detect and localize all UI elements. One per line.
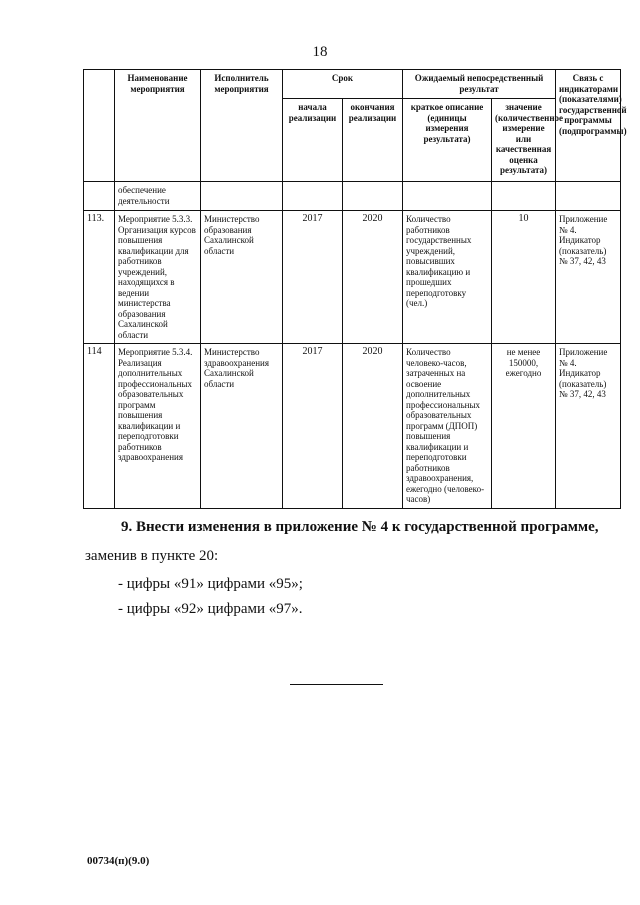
amendment-paragraph: 9. Внести изменения в приложение № 4 к государственной программе, [121,519,599,535]
result-description: Количество человеко-часов, затраченных на освоение дополнительных профессиональных образовательных программ (ДПОП) повышения квалификации и переподготовки работников здравоохранения, ежегодно (человеко-часов) [403,344,492,509]
header-term-start: начала реализации [283,99,343,182]
term-start: 2017 [283,211,343,344]
indicator-link: Приложение № 4. Индикатор (показатель) № 37, 42, 43 [556,344,621,509]
header-term-end: окончания реализации [343,99,403,182]
term-end: 2020 [343,211,403,344]
continuation-text: обеспечение деятельности [115,182,201,211]
measure-executor: Министерство образования Сахалинской области [201,211,283,344]
continuation-row [84,182,621,211]
header-result-value: значение (количественное измерение или качественная оценка результата) [492,99,556,182]
term-end: 2020 [343,344,403,509]
header-name: Наименование мероприятия [115,70,201,182]
header-result: Ожидаемый непосредственный результат [403,70,556,99]
header-row-1 [84,70,621,99]
row-number: 113. [84,211,115,344]
amendment-item: - цифры «91» цифрами «95»; [118,576,303,592]
term-start: 2017 [283,344,343,509]
measure-name: Мероприятие 5.3.3. Организация курсов повышения квалификации для работников учреждений, находящихся в ведении министерства образования Сахалинской области [115,211,201,344]
document-code: 00734(п)(9.0) [87,855,150,867]
header-num [84,70,115,182]
amendment-item: - цифры «92» цифрами «97». [118,601,303,617]
header-result-desc: краткое описание (единицы измерения результата) [403,99,492,182]
table-row [84,211,621,344]
header-executor: Исполнитель мероприятия [201,70,283,182]
result-value: 10 [492,211,556,344]
measures-table [83,69,627,509]
measure-name: Мероприятие 5.3.4. Реализация дополнительных профессиональных образовательных программ повышения квалификации и переподготовки работников здравоохранения [115,344,201,509]
measure-executor: Министерство здравоохранения Сахалинской области [201,344,283,509]
row-number: 114 [84,344,115,509]
separator-line [290,684,383,685]
result-description: Количество работников государственных учреждений, повысивших квалификацию и прошедших переподготовку (чел.) [403,211,492,344]
header-term: Срок [283,70,403,99]
indicator-link: Приложение № 4. Индикатор (показатель) № 37, 42, 43 [556,211,621,344]
amendment-clause: заменив в пункте 20: [85,548,219,564]
result-value: не менее 150000, ежегодно [492,344,556,509]
table-row [84,344,621,509]
header-link: Связь с индикаторами (показателями) государственной программы (подпрограммы) [556,70,621,182]
page-number: 18 [312,44,328,60]
